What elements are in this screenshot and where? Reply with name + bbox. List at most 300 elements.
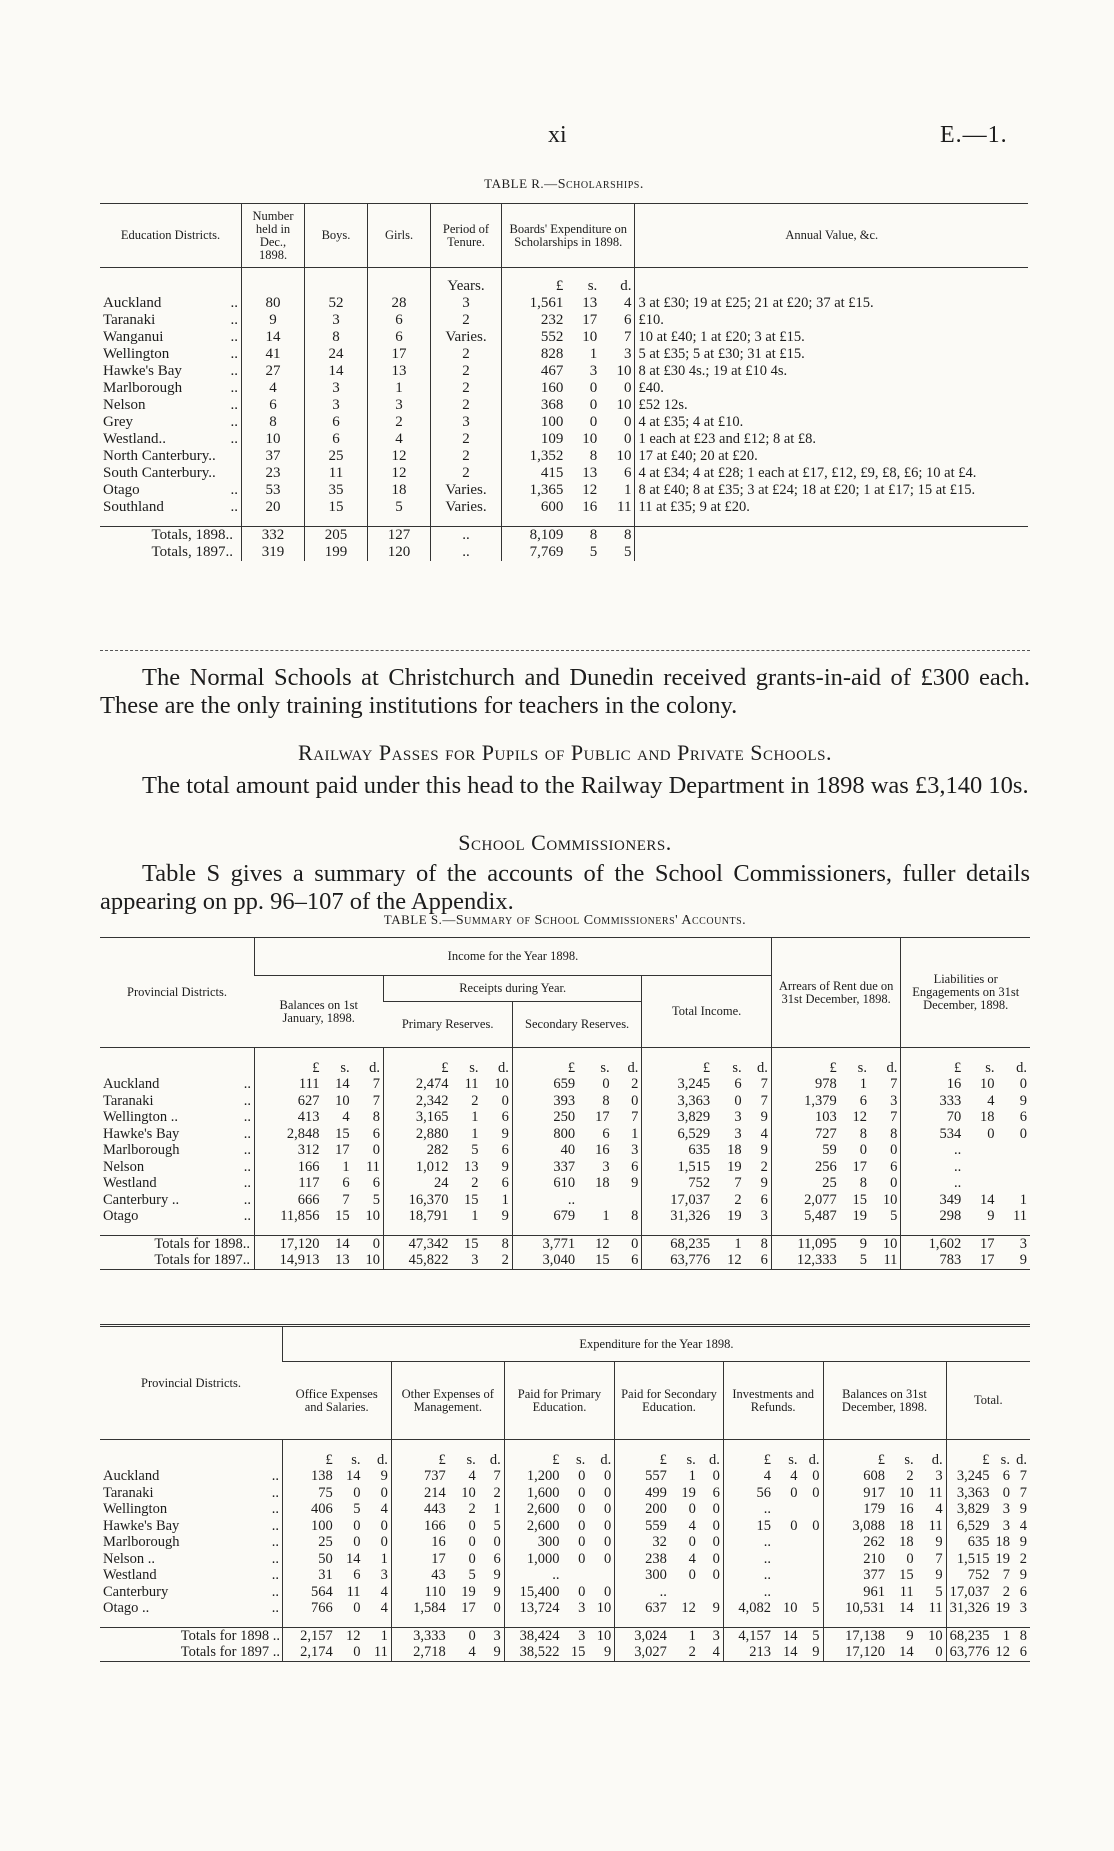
paragraph-railway: The total amount paid under this head to the Railway Department in 1898 was £3,140 10s. [142, 772, 1029, 799]
table-row [100, 1076, 1030, 1093]
cell-pounds: .. [901, 1175, 964, 1192]
cell-pence: 9 [493, 1583, 501, 1600]
cell-pence: 4 [623, 295, 632, 311]
cell-pounds: 3,027 [615, 1644, 670, 1661]
cell-annual-value [635, 544, 1028, 561]
col-boards-expenditure: Boards' Expenditure on Scholarships in 1898. [502, 204, 635, 268]
cell-shillings: 19 [727, 1158, 742, 1175]
cell-pounds: 70 [901, 1109, 964, 1126]
cell-shillings: 0 [987, 1125, 995, 1142]
cell-shillings: 7 [734, 1175, 742, 1191]
cell-pence: 9 [760, 1142, 768, 1158]
cell-pence: 6 [501, 1109, 509, 1125]
cell-pounds: 783 [901, 1252, 964, 1269]
cell-pence: 0 [812, 1484, 820, 1501]
cell-pence: 7 [890, 1109, 898, 1125]
cell-pence: 0 [631, 1092, 639, 1109]
cell-pounds: 25 [771, 1175, 839, 1192]
cell-pounds: 4,082 [723, 1600, 774, 1617]
cell-pounds: 3,333 [391, 1627, 448, 1644]
cell-shillings: 3 [1002, 1517, 1010, 1534]
cell-shillings: 7 [1002, 1567, 1010, 1583]
cell-annual-value: 11 at £35; 9 at £20. [635, 499, 1028, 516]
cell-shillings: 10 [899, 1484, 914, 1501]
cell-shillings: 2 [906, 1468, 914, 1484]
cell-pence: 3 [712, 1627, 720, 1644]
cell-shillings: 15 [899, 1567, 914, 1583]
cell-pounds: 250 [512, 1109, 578, 1126]
cell-pounds: 11,095 [771, 1235, 839, 1252]
table-row [100, 1093, 1030, 1110]
table-row [100, 397, 1028, 414]
cell-pounds: 47,342 [383, 1235, 451, 1252]
cell-shillings: 18 [995, 1534, 1010, 1550]
totals-label: Totals for 1897.. [154, 1252, 250, 1268]
cell-shillings: 0 [468, 1550, 476, 1567]
cell-girls: 2 [368, 414, 431, 431]
cell-pounds: 564 [283, 1584, 336, 1601]
cell-shillings: 3 [578, 1600, 586, 1616]
cell-pounds: .. [901, 1159, 964, 1176]
district-name: Wellington .. [103, 1501, 279, 1517]
cell-shillings: 0 [790, 1517, 798, 1534]
cell-pence: 9 [935, 1534, 943, 1550]
cell-boys: 8 [305, 329, 368, 346]
cell-pence: 5 [372, 1191, 380, 1208]
cell-pounds: 6,529 [642, 1126, 713, 1143]
col-annual-value: Annual Value, &c. [635, 204, 1028, 268]
district-name: Nelson .. .. [103, 1550, 279, 1567]
cell-pounds: 467 [502, 363, 567, 380]
cell-pounds: 1,515 [642, 1159, 713, 1176]
col-total: Total. [946, 1362, 1030, 1440]
group-receipts: Receipts during Year. [383, 976, 641, 1002]
table-row [100, 1567, 1030, 1584]
cell-annual-value [635, 527, 1028, 545]
totals-label: Totals, 1898.. [151, 527, 233, 543]
cell-pence: 0 [380, 1534, 388, 1550]
cell-shillings: 13 [464, 1158, 479, 1175]
cell-pounds: 210 [823, 1551, 888, 1568]
col-total-income: Total Income. [642, 976, 772, 1048]
cell-pence: 9 [1019, 1534, 1027, 1550]
cell-period: Varies. [431, 482, 502, 499]
cell-pence: 0 [712, 1517, 720, 1534]
cell-pounds: 349 [901, 1192, 964, 1209]
cell-pounds: 635 [642, 1142, 713, 1159]
cell-pence: 1 [631, 1125, 639, 1142]
cell-pence: 7 [935, 1550, 943, 1567]
cell-pounds: 2,848 [255, 1126, 323, 1143]
cell-pounds: 1,584 [391, 1600, 448, 1617]
cell-period: 2 [431, 363, 502, 380]
cell-shillings: 7 [342, 1191, 350, 1208]
cell-pence: 9 [1019, 1567, 1027, 1583]
cell-shillings: 17 [335, 1142, 350, 1158]
cell-pounds: 679 [512, 1208, 578, 1225]
cell-pence: 6 [890, 1158, 898, 1175]
district-name: Nelson .. [103, 397, 238, 413]
cell-pounds: 59 [771, 1142, 839, 1159]
cell-boys: 35 [305, 482, 368, 499]
cell-pence: 0 [603, 1583, 612, 1600]
cell-shillings: 1 [688, 1468, 696, 1484]
cell-pounds: 138 [283, 1468, 336, 1485]
cell-annual-value: 8 at £30 4s.; 19 at £10 4s. [635, 363, 1028, 380]
cell-pence: 9 [1019, 1252, 1027, 1268]
cell-pence: 2 [760, 1158, 768, 1175]
table-r-scholarships [100, 176, 1028, 561]
cell-number: 8 [242, 414, 305, 431]
cell-shillings: 1 [471, 1125, 479, 1142]
cell-pounds: 800 [512, 1126, 578, 1143]
cell-shillings: 10 [335, 1092, 350, 1109]
district-name: Otago .. [103, 1208, 251, 1224]
cell-shillings: 8 [859, 1175, 867, 1191]
cell-shillings: 6 [353, 1567, 361, 1583]
cell-shillings: 6 [602, 1125, 610, 1142]
cell-shillings: 3 [578, 1627, 586, 1644]
cell-shillings: 10 [461, 1484, 476, 1501]
cell-pounds: 56 [723, 1485, 774, 1502]
cell-pounds: 2,474 [383, 1076, 451, 1093]
cell-pence: 5 [812, 1600, 820, 1616]
cell-pounds: 557 [615, 1468, 670, 1485]
cell-shillings: 0 [790, 1484, 798, 1501]
cell-pounds: 16 [391, 1534, 448, 1551]
cell-girls: 28 [368, 295, 431, 312]
cell-pence [588, 1567, 614, 1584]
cell-period: 2 [431, 465, 502, 482]
cell-pounds: 63,776 [642, 1252, 713, 1269]
cell-shillings: 4 [688, 1550, 696, 1567]
col-other-expenses: Other Expenses of Management. [391, 1362, 504, 1440]
cell-pence: 0 [712, 1468, 720, 1484]
cell-shillings: 0 [688, 1567, 696, 1583]
cell-pence: 3 [760, 1208, 768, 1224]
cell-shillings: 0 [353, 1484, 361, 1501]
cell-pounds: 43 [391, 1567, 448, 1584]
cell-pounds: 637 [615, 1600, 670, 1617]
cell-annual-value: 10 at £40; 1 at £20; 3 at £15. [635, 329, 1028, 346]
cell-shillings: 12 [595, 1235, 610, 1252]
cell-pounds: 100 [283, 1518, 336, 1535]
cell-pounds: .. [723, 1584, 774, 1601]
cell-shillings: 5 [471, 1142, 479, 1158]
cell-shillings: 12 [582, 482, 598, 498]
cell-pence: 10 [616, 363, 632, 379]
cell-pence: 9 [760, 1175, 768, 1191]
cell-pounds: 11,856 [255, 1208, 323, 1225]
cell-pounds: 68,235 [946, 1627, 992, 1644]
cell-pounds: .. [723, 1534, 774, 1551]
cell-shillings: 0 [578, 1550, 586, 1567]
cell-pounds: 109 [502, 431, 567, 448]
cell-pounds: 25 [283, 1534, 336, 1551]
cell-number: 14 [242, 329, 305, 346]
cell-pounds: 415 [502, 465, 567, 482]
cell-pounds: 3,245 [642, 1076, 713, 1093]
cell-shillings: 5 [859, 1252, 867, 1268]
table-row [100, 1109, 1030, 1126]
district-name: North Canterbury.. [103, 448, 216, 464]
cell-pounds: 552 [502, 329, 567, 346]
cell-pounds: 166 [255, 1159, 323, 1176]
cell-pence: 2 [1019, 1550, 1027, 1567]
cell-shillings: 17 [461, 1600, 476, 1616]
district-name: Otago .. .. [103, 1600, 279, 1616]
cell-girls: 12 [368, 448, 431, 465]
district-name: Taranaki .. [103, 312, 238, 328]
cell-shillings: 0 [734, 1092, 742, 1109]
cell-pence: 6 [372, 1175, 380, 1191]
cell-pounds: 100 [502, 414, 567, 431]
cell-shillings: 0 [589, 414, 598, 430]
cell-pence: 7 [1019, 1484, 1027, 1501]
cell-shillings: 9 [859, 1235, 867, 1252]
cell-pence: 6 [760, 1191, 768, 1208]
table-row [100, 482, 1028, 499]
cell-shillings: 11 [899, 1583, 914, 1600]
cell-pounds: 961 [823, 1584, 888, 1601]
cell-shillings: 3 [471, 1252, 479, 1268]
cell-pounds: 666 [255, 1192, 323, 1209]
cell-shillings [774, 1584, 801, 1601]
cell-shillings: 1 [471, 1109, 479, 1125]
cell-pence: 11 [373, 1644, 388, 1660]
cell-boys: 199 [305, 544, 368, 561]
cell-pence: 8 [372, 1109, 380, 1125]
cell-pence: 0 [712, 1501, 720, 1517]
cell-pounds: 608 [823, 1468, 888, 1485]
cell-pence: 0 [935, 1644, 943, 1660]
cell-pence: 7 [623, 329, 632, 345]
cell-pounds: .. [723, 1501, 774, 1518]
cell-shillings: 0 [353, 1600, 361, 1616]
cell-shillings: 19 [461, 1583, 476, 1600]
cell-pounds: .. [723, 1567, 774, 1584]
table-row [100, 1159, 1030, 1176]
cell-period: Varies. [431, 499, 502, 516]
cell-period: Varies. [431, 329, 502, 346]
district-name: Canterbury .. .. [103, 1191, 251, 1208]
cell-pence: 6 [372, 1125, 380, 1142]
col-paid-secondary: Paid for Secondary Education. [615, 1362, 724, 1440]
col-provincial-districts: Provincial Districts. [100, 938, 255, 1048]
cell-pounds: 17,120 [255, 1235, 323, 1252]
cell-shillings: 18 [899, 1517, 914, 1534]
cell-period: 2 [431, 312, 502, 329]
cell-shillings: 1 [342, 1158, 350, 1175]
cell-pounds: 17,138 [823, 1627, 888, 1644]
cell-shillings: 10 [582, 329, 598, 345]
cell-pounds: 300 [504, 1534, 562, 1551]
cell-shillings: 17 [852, 1158, 867, 1175]
cell-pence: 1 [623, 482, 632, 498]
cell-shillings: 3 [734, 1109, 742, 1125]
cell-shillings: 4 [688, 1517, 696, 1534]
cell-pence: 4 [380, 1600, 388, 1616]
cell-pence: 10 [882, 1191, 898, 1208]
cell-pence: 4 [760, 1125, 768, 1142]
cell-shillings: 0 [353, 1517, 361, 1534]
cell-annual-value: 4 at £34; 4 at £28; 1 each at £17, £12, £9, £8, £6; 10 at £4. [635, 465, 1028, 482]
cell-shillings: 14 [899, 1600, 914, 1616]
cell-pence: 0 [603, 1517, 612, 1534]
cell-annual-value: £52 12s. [635, 397, 1028, 414]
table-r [100, 203, 1028, 561]
cell-pounds: 12,333 [771, 1252, 839, 1269]
paragraph-normal-schools: The Normal Schools at Christchurch and Dunedin received grants-in-aid of £300 each. These are the only training institutions for teachers in the colony. [100, 664, 1030, 719]
table-row [100, 1126, 1030, 1143]
cell-shillings: 2 [471, 1175, 479, 1191]
cell-number: 332 [242, 527, 305, 545]
cell-pence: 0 [812, 1468, 820, 1484]
totals-row [100, 1235, 1030, 1252]
totals-label: Totals for 1898.. [154, 1235, 250, 1252]
cell-shillings: 0 [688, 1534, 696, 1550]
district-name: Auckland .. [103, 295, 238, 311]
cell-pence: 1 [501, 1191, 509, 1208]
cell-shillings: 1 [1002, 1627, 1010, 1644]
cell-pounds: 232 [502, 312, 567, 329]
cell-pounds: 38,522 [504, 1644, 562, 1661]
cell-pence: 9 [603, 1644, 612, 1660]
cell-pence: 0 [493, 1600, 501, 1616]
district-name: Otago .. [103, 482, 238, 498]
cell-pounds: 3,245 [946, 1468, 992, 1485]
cell-pounds: 17,037 [946, 1584, 992, 1601]
cell-girls: 18 [368, 482, 431, 499]
cell-shillings: 15 [335, 1125, 350, 1142]
district-name: Canterbury .. [103, 1583, 279, 1600]
cell-pence: 0 [603, 1468, 612, 1484]
cell-pence: 2 [631, 1076, 639, 1092]
cell-pence: 10 [928, 1627, 943, 1644]
cell-pounds: 17,037 [642, 1192, 713, 1209]
cell-shillings: 6 [1002, 1468, 1010, 1484]
cell-pence: 3 [623, 346, 632, 362]
cell-pence: 0 [372, 1142, 380, 1158]
cell-pence: 6 [493, 1550, 501, 1567]
cell-pence [801, 1567, 824, 1584]
col-primary-reserves: Primary Reserves. [383, 1002, 512, 1048]
table-row [100, 499, 1028, 516]
cell-pounds: .. [615, 1584, 670, 1601]
cell-pounds: 659 [512, 1076, 578, 1093]
cell-pounds: 333 [901, 1093, 964, 1110]
cell-shillings: 8 [602, 1092, 610, 1109]
cell-shillings: 0 [589, 380, 598, 396]
cell-annual-value: £10. [635, 312, 1028, 329]
cell-pence: 9 [812, 1644, 820, 1660]
cell-pounds: 50 [283, 1551, 336, 1568]
col-paid-primary: Paid for Primary Education. [504, 1362, 615, 1440]
cell-girls: 1 [368, 380, 431, 397]
cell-boys: 11 [305, 465, 368, 482]
cell-pounds: 1,200 [504, 1468, 562, 1485]
cell-pence [997, 1175, 1030, 1192]
district-name: Hawke's Bay .. [103, 1125, 251, 1142]
cell-pounds: 1,602 [901, 1235, 964, 1252]
cell-pence: 6 [760, 1252, 768, 1268]
cell-girls: 127 [368, 527, 431, 545]
cell-shillings: 0 [578, 1534, 586, 1550]
cell-shillings: 10 [783, 1600, 798, 1616]
cell-pounds: 40 [512, 1142, 578, 1159]
cell-pounds: 3,829 [946, 1501, 992, 1518]
cell-shillings: 0 [353, 1534, 361, 1550]
units-row: Years. £ s. d. [100, 278, 1028, 295]
cell-shillings: 4 [468, 1644, 476, 1660]
cell-shillings: 1 [471, 1208, 479, 1224]
cell-pounds: 10,531 [823, 1600, 888, 1617]
district-name: Auckland .. [103, 1468, 279, 1484]
cell-pounds: 1,561 [502, 295, 567, 312]
cell-pounds: 337 [512, 1159, 578, 1176]
cell-pence: 0 [380, 1484, 388, 1501]
cell-shillings: 17 [582, 312, 598, 328]
cell-period: 2 [431, 346, 502, 363]
cell-pence: 11 [928, 1600, 943, 1616]
cell-pence: 9 [1019, 1092, 1027, 1109]
cell-pence: 9 [493, 1567, 501, 1583]
cell-annual-value: 3 at £30; 19 at £25; 21 at £20; 37 at £15. [635, 295, 1028, 312]
cell-shillings: 1 [589, 346, 598, 362]
col-number-held: Number held in Dec., 1898. [242, 204, 305, 268]
cell-shillings: 14 [346, 1550, 361, 1567]
col-liabilities: Liabilities or Engagements on 31st December, 1898. [901, 938, 1030, 1048]
cell-pounds: 727 [771, 1126, 839, 1143]
cell-pounds: 31 [283, 1567, 336, 1584]
cell-pounds: 2,342 [383, 1093, 451, 1110]
cell-period: .. [431, 544, 502, 561]
col-education-districts: Education Districts. [100, 204, 242, 268]
cell-pounds: 368 [502, 397, 567, 414]
cell-shillings: 15 [464, 1191, 479, 1208]
cell-shillings: 0 [468, 1627, 476, 1644]
cell-shillings: 10 [979, 1076, 995, 1092]
cell-number: 10 [242, 431, 305, 448]
cell-pounds: 4,157 [723, 1627, 774, 1644]
cell-annual-value: 17 at £40; 20 at £20. [635, 448, 1028, 465]
cell-pence: 8 [760, 1235, 768, 1252]
units-row: £ s. d. £ s. d. £ s. d. £ s. d. £ s. d. £ s. d. £ s. d. [100, 1440, 1030, 1469]
cell-shillings: 17 [979, 1252, 995, 1268]
cell-shillings: 19 [995, 1600, 1010, 1616]
cell-period: 3 [431, 295, 502, 312]
district-name: Wellington .. [103, 346, 238, 362]
table-row [100, 1192, 1030, 1209]
cell-pence: 3 [493, 1627, 501, 1644]
cell-shillings: 4 [987, 1092, 995, 1109]
cell-pence [801, 1501, 824, 1518]
cell-pounds: 24 [383, 1175, 451, 1192]
cell-pence: 2 [501, 1252, 509, 1268]
cell-pence: 6 [631, 1158, 639, 1175]
cell-pence: 3 [380, 1567, 388, 1583]
cell-pence: 7 [760, 1076, 768, 1092]
page-number: xi [548, 122, 567, 148]
cell-pounds: 752 [642, 1175, 713, 1192]
cell-pounds: 117 [255, 1175, 323, 1192]
cell-shillings: 13 [582, 295, 598, 311]
cell-pounds: 17 [391, 1551, 448, 1568]
district-name: Hawke's Bay .. [103, 1517, 279, 1534]
district-name: Grey .. [103, 414, 238, 430]
district-name: Westland .. [103, 1175, 251, 1191]
cell-pounds: 282 [383, 1142, 451, 1159]
